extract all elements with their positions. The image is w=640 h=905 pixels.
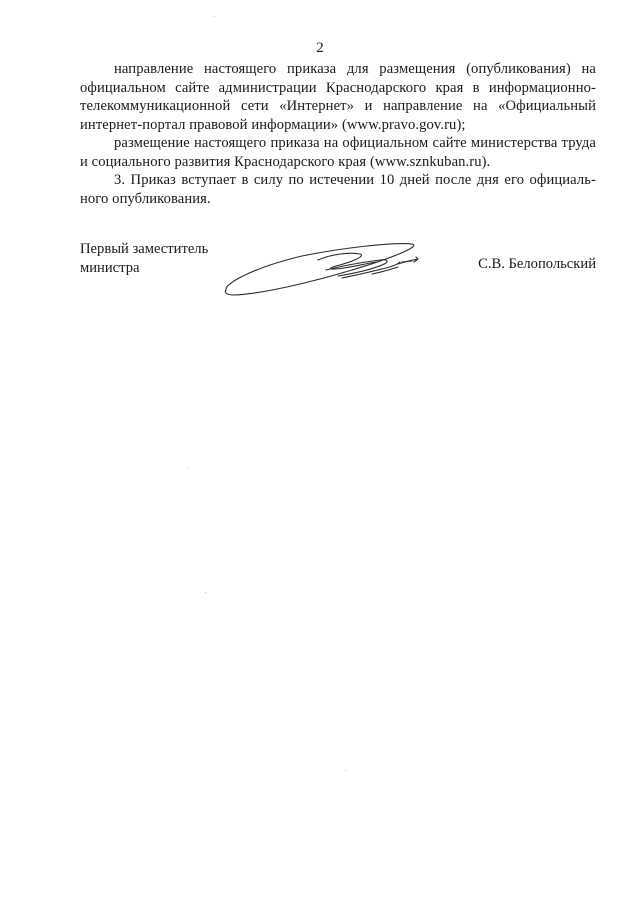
handwritten-signature <box>222 240 432 302</box>
paragraph-publication-directions: направление настоящего приказа для размещения (опубликования) на официальном сайте администрации Краснодарского края в информационно-телекоммуникационной сети «Интернет» и направление на «Официальный интернет-портал правовой информации» (www.pravo.gov.ru); <box>80 61 596 133</box>
signer-position-line2: министра <box>80 260 140 276</box>
paragraph-effective-date: 3. Приказ вступает в силу по истечении 10 дней после дня его официаль-ного опубликования. <box>80 172 596 207</box>
document-body <box>80 60 596 208</box>
paragraph-ministry-site-placement: размещение настоящего приказа на официальном сайте министерства труда и социального развития Краснодарского края (www.sznkuban.ru). <box>80 135 596 170</box>
scan-speck <box>205 592 206 593</box>
scan-speck <box>214 16 215 17</box>
page-number: 2 <box>316 40 324 56</box>
scan-speck <box>187 467 188 468</box>
scan-speck <box>345 770 346 771</box>
signature-block <box>80 240 596 300</box>
signer-name: С.В. Белопольский <box>478 256 596 272</box>
signer-position <box>80 240 208 278</box>
signer-position-line1: Первый заместитель <box>80 241 209 257</box>
